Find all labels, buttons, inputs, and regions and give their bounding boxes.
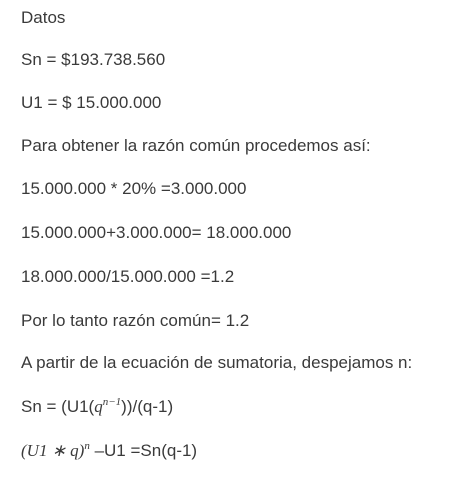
formula-sn-base: q (94, 397, 103, 416)
formula-rearranged-exponent: n (84, 440, 90, 452)
formula-rearranged-math: (U1 ∗ q) (21, 441, 85, 460)
common-ratio-result: Por lo tanto razón común= 1.2 (21, 311, 250, 330)
formula-sn-prefix: Sn = (U1( (21, 397, 95, 416)
u1-value-line: U1 = $ 15.000.000 (21, 93, 162, 112)
sn-value-line: Sn = $193.738.560 (21, 50, 166, 69)
calculation-step-3: 18.000.000/15.000.000 =1.2 (21, 267, 235, 286)
calculation-step-1: 15.000.000 * 20% =3.000.000 (21, 179, 247, 198)
formula-sn (21, 396, 173, 420)
formula-rearranged (21, 440, 197, 464)
heading-datos: Datos (21, 8, 66, 27)
formula-sn-exponent: n−1 (102, 396, 122, 408)
formula-sn-suffix: ))/(q-1) (121, 397, 174, 416)
summation-intro: A partir de la ecuación de sumatoria, despejamos n: (21, 353, 413, 372)
intro-text: Para obtener la razón común procedemos así: (21, 136, 371, 155)
calculation-step-2: 15.000.000+3.000.000= 18.000.000 (21, 223, 292, 242)
formula-rearranged-suffix: –U1 =Sn(q-1) (89, 441, 198, 460)
